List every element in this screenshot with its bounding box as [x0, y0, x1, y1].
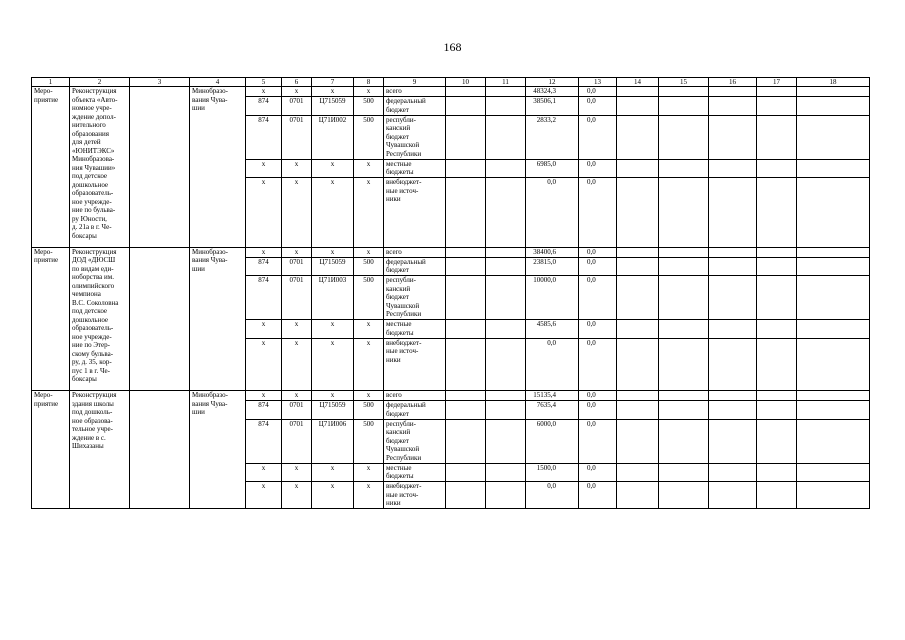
empty-cell-15: [659, 97, 709, 116]
amount-cell: 38400,6: [526, 247, 579, 257]
target-article-cell: x: [312, 178, 354, 248]
empty-cell-14: [617, 178, 659, 248]
amount-cell: 4585,6: [526, 320, 579, 339]
empty-cell-15: [659, 115, 709, 159]
empty-cell-10: [446, 115, 486, 159]
column-number: 16: [709, 78, 757, 87]
empty-cell-10: [446, 159, 486, 178]
column-number: 4: [190, 78, 246, 87]
empty-cell-11: [486, 159, 526, 178]
event-type-cell: Меро- приятие: [32, 87, 70, 248]
empty-cell-10: [446, 320, 486, 339]
empty-cell-18: [797, 115, 870, 159]
empty-cell-14: [617, 463, 659, 482]
empty-cell-18: [797, 482, 870, 509]
empty-cell-18: [797, 159, 870, 178]
expense-group-cell: 500: [354, 401, 384, 420]
column-number-row: [32, 78, 870, 87]
section-cell: x: [282, 482, 312, 509]
empty-cell-11: [486, 401, 526, 420]
funding-source-cell: всего: [384, 391, 446, 401]
empty-cell-11: [486, 257, 526, 276]
empty-cell-16: [709, 338, 757, 391]
grbs-cell: x: [246, 87, 282, 97]
col13-cell: 0,0: [579, 419, 617, 463]
empty-cell-10: [446, 178, 486, 248]
empty-cell-14: [617, 159, 659, 178]
empty-cell-17: [757, 419, 797, 463]
empty-cell-14: [617, 320, 659, 339]
expense-group-cell: x: [354, 338, 384, 391]
empty-cell-16: [709, 87, 757, 97]
funding-source-cell: всего: [384, 247, 446, 257]
empty-cell-11: [486, 87, 526, 97]
section-cell: 0701: [282, 276, 312, 320]
target-article-cell: Ц715059: [312, 401, 354, 420]
column-number: 10: [446, 78, 486, 87]
funding-source-cell: внебюджет- ные источ- ники: [384, 178, 446, 248]
empty-cell-14: [617, 391, 659, 401]
empty-cell-11: [486, 320, 526, 339]
expense-group-cell: 500: [354, 97, 384, 116]
empty-cell-17: [757, 247, 797, 257]
empty-cell-16: [709, 419, 757, 463]
amount-cell: 38506,1: [526, 97, 579, 116]
grbs-cell: 874: [246, 97, 282, 116]
empty-cell-17: [757, 276, 797, 320]
empty-cell-16: [709, 391, 757, 401]
empty-cell-3: [130, 87, 190, 248]
col13-cell: 0,0: [579, 482, 617, 509]
event-name-cell: Реконструкция объекта «Авто- номное учре- ждение допол- нительного образования для детей «ЮНИТЭКС» Минобразова- ния Чувашии» под детское дошкольное образователь- ное учрежде- ние по бульва- ру Юности, д. 21а в г. Че- боксары: [70, 87, 130, 248]
column-number: 18: [797, 78, 870, 87]
column-number: 14: [617, 78, 659, 87]
empty-cell-10: [446, 482, 486, 509]
target-article-cell: Ц71И003: [312, 276, 354, 320]
empty-cell-16: [709, 320, 757, 339]
empty-cell-11: [486, 419, 526, 463]
expense-group-cell: x: [354, 159, 384, 178]
grbs-cell: 874: [246, 401, 282, 420]
grbs-cell: 874: [246, 276, 282, 320]
col13-cell: 0,0: [579, 97, 617, 116]
column-number: 11: [486, 78, 526, 87]
empty-cell-10: [446, 276, 486, 320]
column-number: 2: [70, 78, 130, 87]
section-cell: x: [282, 178, 312, 248]
empty-cell-18: [797, 247, 870, 257]
empty-cell-11: [486, 247, 526, 257]
expense-group-cell: x: [354, 87, 384, 97]
grbs-cell: x: [246, 247, 282, 257]
col13-cell: 0,0: [579, 87, 617, 97]
empty-cell-16: [709, 276, 757, 320]
table-row: [32, 247, 870, 257]
amount-cell: 7635,4: [526, 401, 579, 420]
empty-cell-14: [617, 97, 659, 116]
expense-group-cell: 500: [354, 257, 384, 276]
empty-cell-16: [709, 401, 757, 420]
empty-cell-11: [486, 391, 526, 401]
grbs-cell: 874: [246, 419, 282, 463]
col13-cell: 0,0: [579, 391, 617, 401]
expense-group-cell: x: [354, 391, 384, 401]
amount-cell: 2833,2: [526, 115, 579, 159]
section-cell: 0701: [282, 401, 312, 420]
empty-cell-11: [486, 276, 526, 320]
empty-cell-15: [659, 338, 709, 391]
column-number: 5: [246, 78, 282, 87]
expense-group-cell: 500: [354, 115, 384, 159]
expense-group-cell: x: [354, 320, 384, 339]
empty-cell-15: [659, 419, 709, 463]
target-article-cell: x: [312, 87, 354, 97]
empty-cell-17: [757, 257, 797, 276]
funding-source-cell: внебюджет- ные источ- ники: [384, 338, 446, 391]
empty-cell-14: [617, 115, 659, 159]
empty-cell-16: [709, 159, 757, 178]
empty-cell-14: [617, 338, 659, 391]
empty-cell-17: [757, 115, 797, 159]
empty-cell-10: [446, 87, 486, 97]
empty-cell-10: [446, 391, 486, 401]
grbs-cell: x: [246, 463, 282, 482]
empty-cell-18: [797, 463, 870, 482]
empty-cell-11: [486, 115, 526, 159]
funding-source-cell: федеральный бюджет: [384, 97, 446, 116]
expense-group-cell: 500: [354, 276, 384, 320]
empty-cell-18: [797, 178, 870, 248]
expense-group-cell: x: [354, 247, 384, 257]
column-number: 6: [282, 78, 312, 87]
empty-cell-10: [446, 401, 486, 420]
col13-cell: 0,0: [579, 115, 617, 159]
column-number: 13: [579, 78, 617, 87]
expense-group-cell: x: [354, 463, 384, 482]
amount-cell: 0,0: [526, 482, 579, 509]
empty-cell-17: [757, 482, 797, 509]
empty-cell-18: [797, 338, 870, 391]
empty-cell-10: [446, 247, 486, 257]
empty-cell-18: [797, 87, 870, 97]
target-article-cell: x: [312, 338, 354, 391]
empty-cell-11: [486, 97, 526, 116]
grbs-cell: x: [246, 159, 282, 178]
empty-cell-15: [659, 257, 709, 276]
empty-cell-14: [617, 482, 659, 509]
target-article-cell: x: [312, 482, 354, 509]
amount-cell: 15135,4: [526, 391, 579, 401]
amount-cell: 0,0: [526, 178, 579, 248]
empty-cell-17: [757, 391, 797, 401]
column-number: 8: [354, 78, 384, 87]
program-table: [31, 77, 870, 509]
grbs-cell: x: [246, 391, 282, 401]
section-cell: 0701: [282, 97, 312, 116]
empty-cell-16: [709, 247, 757, 257]
section-cell: 0701: [282, 257, 312, 276]
empty-cell-17: [757, 97, 797, 116]
section-cell: x: [282, 87, 312, 97]
grbs-cell: x: [246, 320, 282, 339]
col13-cell: 0,0: [579, 159, 617, 178]
target-article-cell: x: [312, 159, 354, 178]
funding-source-cell: республи- канский бюджет Чувашской Республики: [384, 419, 446, 463]
funding-source-cell: республи- канский бюджет Чувашской Республики: [384, 115, 446, 159]
col13-cell: 0,0: [579, 320, 617, 339]
empty-cell-17: [757, 338, 797, 391]
empty-cell-11: [486, 463, 526, 482]
empty-cell-15: [659, 391, 709, 401]
empty-cell-16: [709, 463, 757, 482]
grbs-cell: 874: [246, 115, 282, 159]
column-number: 17: [757, 78, 797, 87]
target-article-cell: x: [312, 247, 354, 257]
target-article-cell: x: [312, 320, 354, 339]
column-number: 1: [32, 78, 70, 87]
empty-cell-17: [757, 87, 797, 97]
col13-cell: 0,0: [579, 247, 617, 257]
funding-source-cell: федеральный бюджет: [384, 401, 446, 420]
empty-cell-3: [130, 247, 190, 391]
empty-cell-17: [757, 320, 797, 339]
section-cell: x: [282, 320, 312, 339]
empty-cell-16: [709, 257, 757, 276]
grbs-cell: x: [246, 338, 282, 391]
empty-cell-17: [757, 178, 797, 248]
empty-cell-15: [659, 276, 709, 320]
empty-cell-15: [659, 159, 709, 178]
empty-cell-15: [659, 247, 709, 257]
empty-cell-15: [659, 482, 709, 509]
target-article-cell: Ц715059: [312, 257, 354, 276]
empty-cell-17: [757, 401, 797, 420]
empty-cell-15: [659, 401, 709, 420]
empty-cell-10: [446, 97, 486, 116]
funding-source-cell: местные бюджеты: [384, 463, 446, 482]
section-cell: 0701: [282, 419, 312, 463]
target-article-cell: Ц71И002: [312, 115, 354, 159]
empty-cell-18: [797, 320, 870, 339]
event-name-cell: Реконструкция здания школы под дошколь- ное образова- тельное учре- ждение в с. Шихазаны: [70, 391, 130, 509]
empty-cell-11: [486, 482, 526, 509]
event-name-cell: Реконструкция ДОД «ДЮСШ по видам еди- ноборства им. олимпийского чемпиона В.С. Соколовна под детское дошкольное образователь- ное учрежде- ние по Этер- скому бульва- ру, д. 35, кор- пус 1 в г. Че- боксары: [70, 247, 130, 391]
target-article-cell: Ц71И006: [312, 419, 354, 463]
empty-cell-14: [617, 257, 659, 276]
empty-cell-14: [617, 419, 659, 463]
table-row: [32, 391, 870, 401]
empty-cell-14: [617, 247, 659, 257]
col13-cell: 0,0: [579, 257, 617, 276]
page-number: 168: [443, 40, 462, 54]
empty-cell-18: [797, 97, 870, 116]
event-type-cell: Меро- приятие: [32, 391, 70, 509]
funding-source-cell: местные бюджеты: [384, 320, 446, 339]
empty-cell-11: [486, 338, 526, 391]
empty-cell-10: [446, 257, 486, 276]
empty-cell-16: [709, 115, 757, 159]
empty-cell-18: [797, 391, 870, 401]
column-number: 7: [312, 78, 354, 87]
empty-cell-10: [446, 463, 486, 482]
amount-cell: 10000,0: [526, 276, 579, 320]
funding-source-cell: республи- канский бюджет Чувашской Республики: [384, 276, 446, 320]
empty-cell-16: [709, 178, 757, 248]
grbs-cell: 874: [246, 257, 282, 276]
table-row: [32, 87, 870, 97]
amount-cell: 48324,3: [526, 87, 579, 97]
section-cell: x: [282, 159, 312, 178]
empty-cell-15: [659, 87, 709, 97]
col13-cell: 0,0: [579, 338, 617, 391]
empty-cell-18: [797, 401, 870, 420]
section-cell: x: [282, 463, 312, 482]
empty-cell-14: [617, 87, 659, 97]
col13-cell: 0,0: [579, 463, 617, 482]
event-type-cell: Меро- приятие: [32, 247, 70, 391]
empty-cell-17: [757, 463, 797, 482]
empty-cell-17: [757, 159, 797, 178]
section-cell: x: [282, 338, 312, 391]
col13-cell: 0,0: [579, 401, 617, 420]
target-article-cell: x: [312, 391, 354, 401]
empty-cell-18: [797, 257, 870, 276]
section-cell: 0701: [282, 115, 312, 159]
funding-source-cell: федеральный бюджет: [384, 257, 446, 276]
expense-group-cell: x: [354, 482, 384, 509]
section-cell: x: [282, 391, 312, 401]
amount-cell: 6985,0: [526, 159, 579, 178]
empty-cell-18: [797, 276, 870, 320]
amount-cell: 6000,0: [526, 419, 579, 463]
empty-cell-16: [709, 97, 757, 116]
column-number: 3: [130, 78, 190, 87]
empty-cell-18: [797, 419, 870, 463]
column-number: 15: [659, 78, 709, 87]
amount-cell: 23815,0: [526, 257, 579, 276]
target-article-cell: Ц715059: [312, 97, 354, 116]
funding-source-cell: внебюджет- ные источ- ники: [384, 482, 446, 509]
col13-cell: 0,0: [579, 276, 617, 320]
expense-group-cell: x: [354, 178, 384, 248]
grbs-cell: x: [246, 178, 282, 248]
empty-cell-14: [617, 401, 659, 420]
empty-cell-10: [446, 419, 486, 463]
column-number: 9: [384, 78, 446, 87]
executor-cell: Минобразо- вания Чува- шии: [190, 391, 246, 509]
empty-cell-3: [130, 391, 190, 509]
funding-source-cell: всего: [384, 87, 446, 97]
executor-cell: Минобразо- вания Чува- шии: [190, 247, 246, 391]
funding-source-cell: местные бюджеты: [384, 159, 446, 178]
empty-cell-10: [446, 338, 486, 391]
grbs-cell: x: [246, 482, 282, 509]
amount-cell: 0,0: [526, 338, 579, 391]
empty-cell-15: [659, 463, 709, 482]
empty-cell-15: [659, 320, 709, 339]
expense-group-cell: 500: [354, 419, 384, 463]
empty-cell-15: [659, 178, 709, 248]
col13-cell: 0,0: [579, 178, 617, 248]
section-cell: x: [282, 247, 312, 257]
executor-cell: Минобразо- вания Чува- шии: [190, 87, 246, 248]
amount-cell: 1500,0: [526, 463, 579, 482]
empty-cell-14: [617, 276, 659, 320]
target-article-cell: x: [312, 463, 354, 482]
column-number: 12: [526, 78, 579, 87]
empty-cell-11: [486, 178, 526, 248]
empty-cell-16: [709, 482, 757, 509]
